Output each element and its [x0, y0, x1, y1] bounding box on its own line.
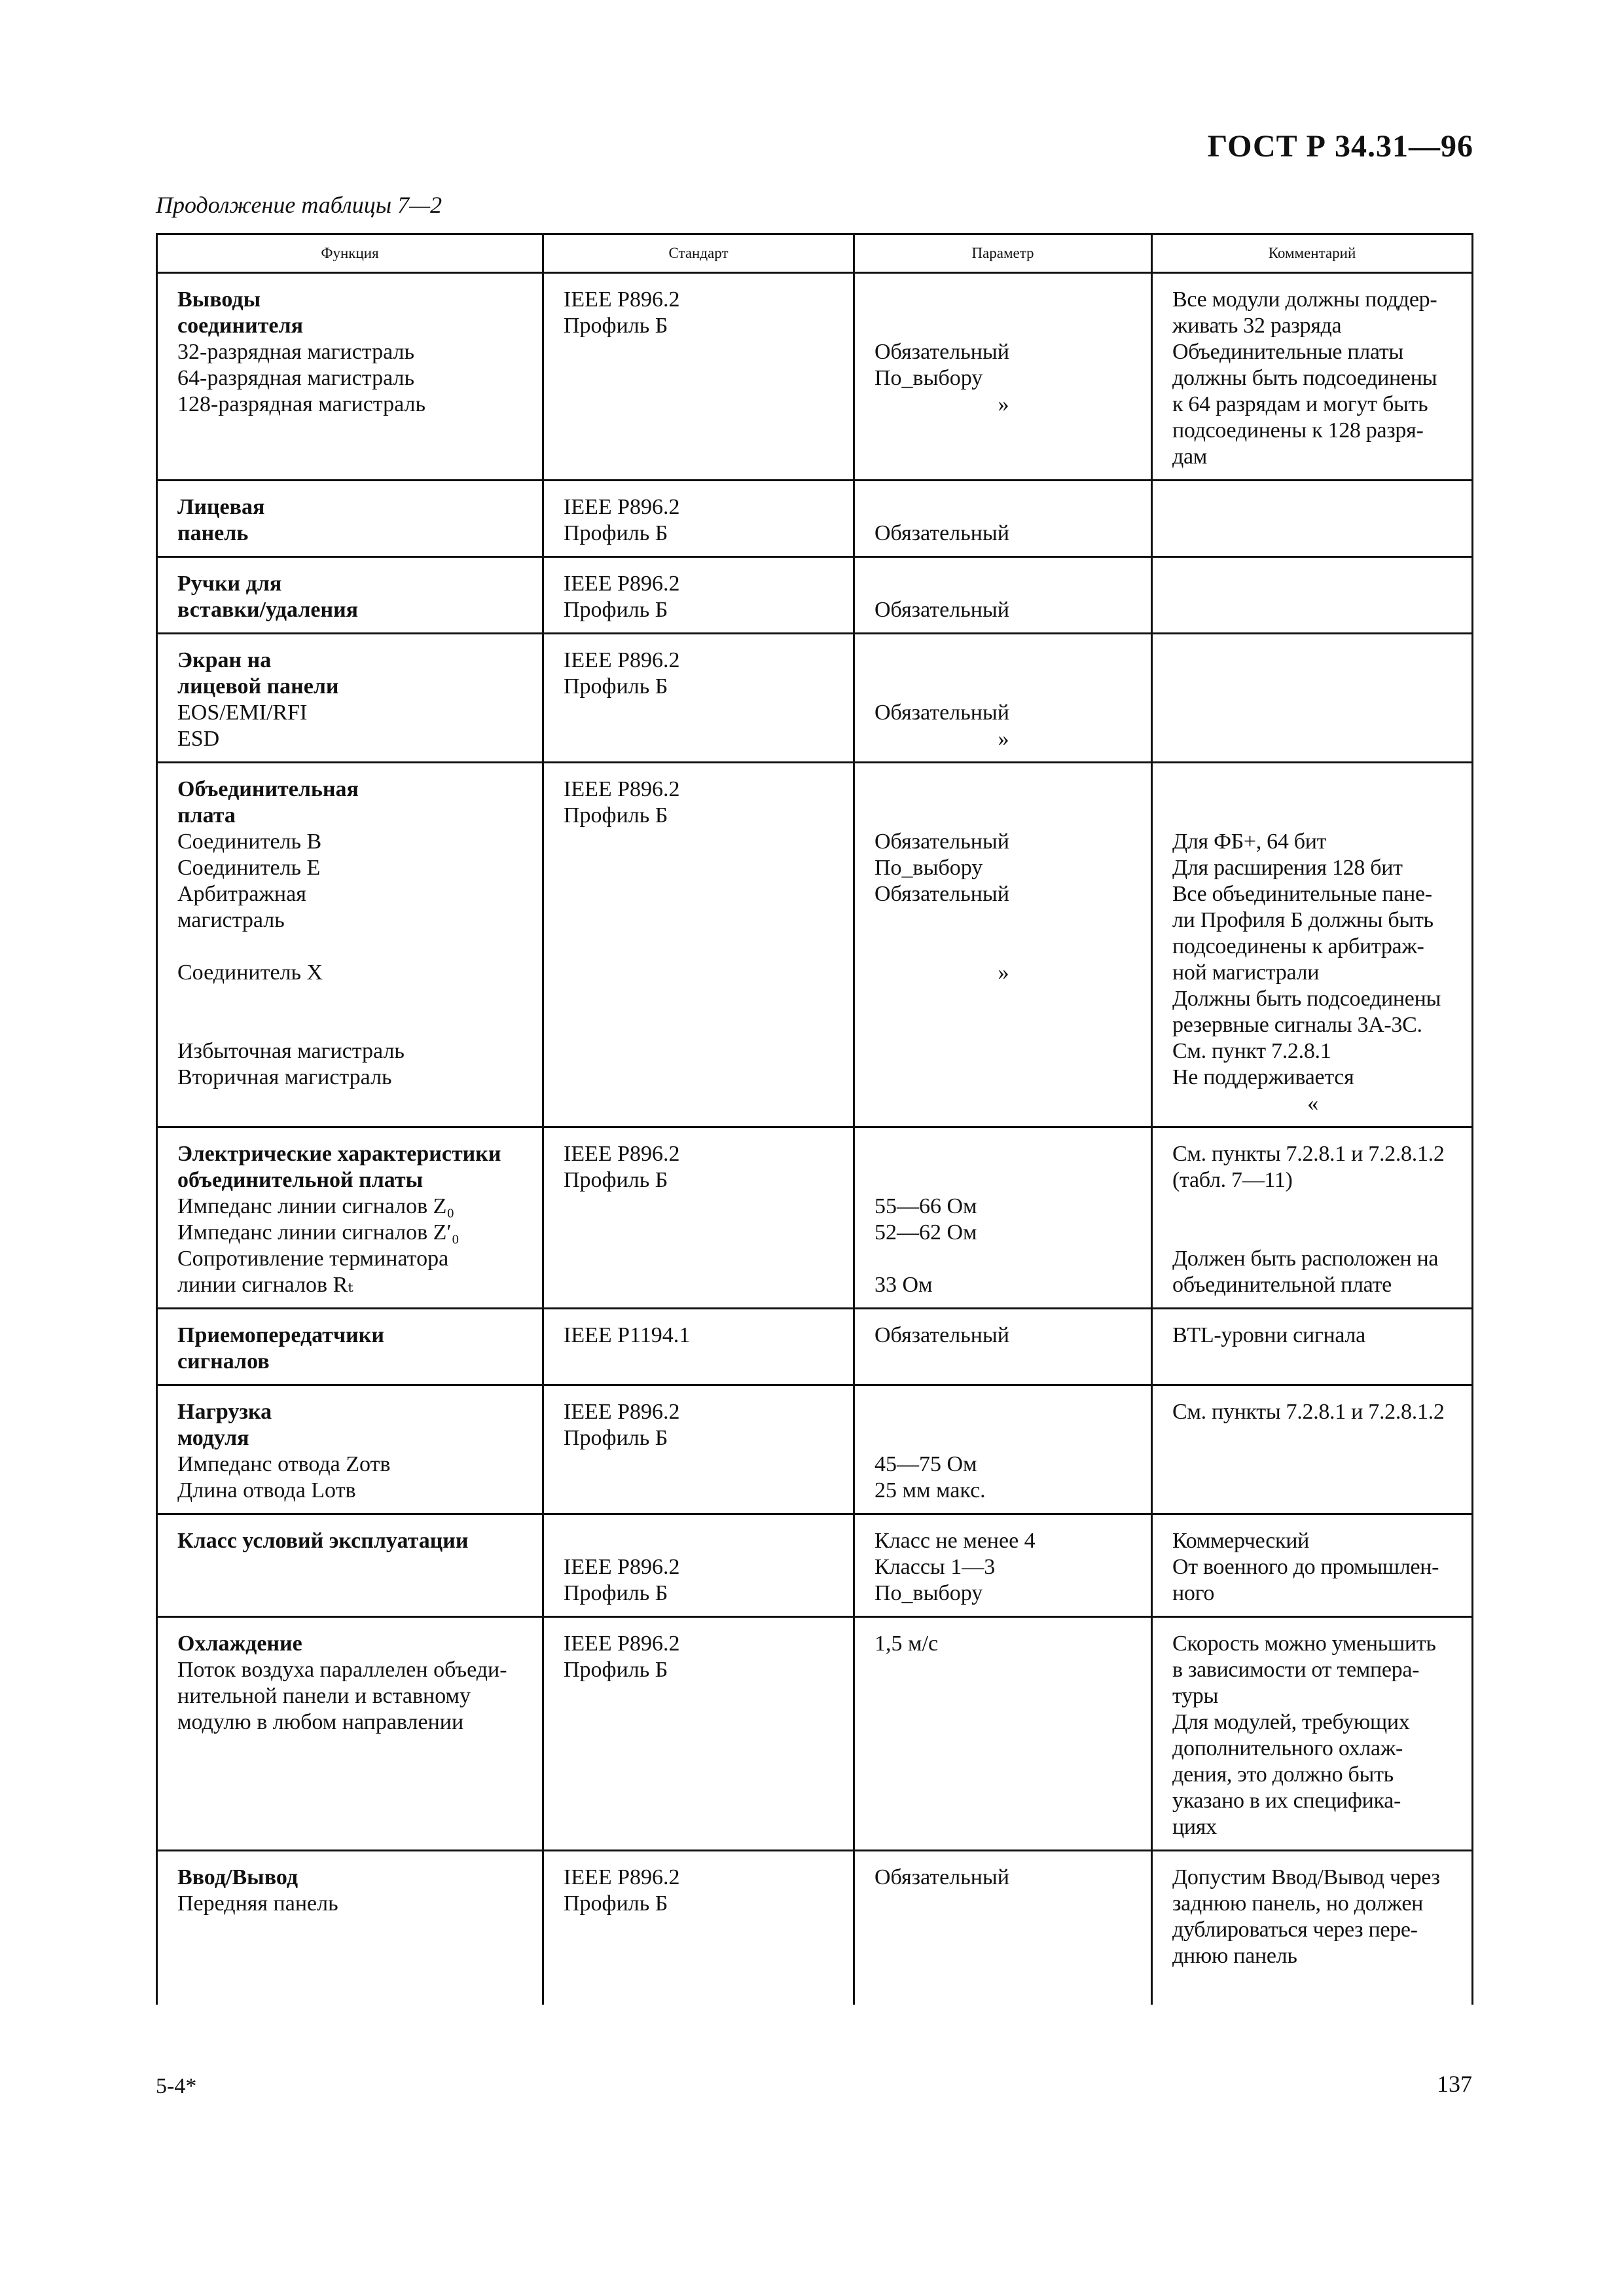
- document-code: ГОСТ Р 34.31—96: [1207, 129, 1473, 164]
- cell-text-line: IEEE P896.2: [564, 495, 680, 519]
- parameter-cell: [854, 557, 1152, 634]
- table-header-row: [157, 234, 1473, 273]
- cell-text-line: [875, 647, 1132, 674]
- cell-text-line: Сопротивление терминатора: [177, 1247, 449, 1271]
- cell-text-line: IEEE P896.2: [564, 1400, 680, 1424]
- parameter-cell: [854, 1385, 1152, 1514]
- cell-text-line: модулю в любом направлении: [177, 1710, 464, 1734]
- cell-text-line: [875, 1141, 1132, 1167]
- cell-text-line: 25 мм макс.: [875, 1478, 986, 1503]
- comment-cell: [1152, 273, 1473, 481]
- cell-text-line: 1,5 м/с: [875, 1631, 939, 1656]
- parameter-cell: [854, 1309, 1152, 1385]
- column-header-parameter: Параметр: [854, 234, 1152, 273]
- cell-text-line: [177, 1012, 524, 1038]
- table-row: [157, 557, 1473, 634]
- cell-text-line: IEEE P1194.1: [564, 1323, 691, 1347]
- table-row: [157, 763, 1473, 1127]
- cell-text-line: Вторичная магистраль: [177, 1065, 392, 1089]
- cell-text-line: Длина отвода Lотв: [177, 1478, 356, 1503]
- function-cell: [157, 273, 543, 481]
- cell-text-line: [875, 776, 1132, 803]
- cell-text-line: ной магистрали: [1172, 960, 1320, 985]
- cell-text-line: туры: [1172, 1684, 1219, 1708]
- cell-text-line: живать 32 разряда: [1172, 314, 1342, 338]
- cell-text-line: IEEE P896.2: [564, 777, 680, 801]
- table-row: [157, 1385, 1473, 1514]
- cell-text-line: Обязательный: [875, 701, 1009, 725]
- page-number: 137: [1437, 2071, 1472, 2097]
- cell-text-line: Профиль Б: [564, 1168, 668, 1192]
- cell-text-line: указано в их специфика-: [1172, 1789, 1401, 1813]
- cell-text-line: Обязательный: [875, 340, 1009, 364]
- cell-text-line: [1172, 776, 1453, 803]
- cell-text-line: Соединитель В: [177, 829, 322, 854]
- function-cell: [157, 1617, 543, 1851]
- function-cell: [157, 1851, 543, 2005]
- standard-cell: [543, 557, 854, 634]
- function-cell: [157, 557, 543, 634]
- cell-text-line: [875, 571, 1132, 597]
- cell-text-line: Обязательный: [875, 882, 1009, 906]
- cell-text-line: заднюю панель, но должен: [1172, 1891, 1424, 1916]
- standard-cell: [543, 1385, 854, 1514]
- cell-text-line: резервные сигналы 3А-3С.: [1172, 1013, 1422, 1037]
- cell-text-line: Соединитель Е: [177, 856, 321, 880]
- cell-text-line: Арбитражная: [177, 882, 306, 906]
- cell-text-line: 55—66 Ом: [875, 1194, 977, 1218]
- cell-text-line: дения, это должно быть: [1172, 1762, 1394, 1787]
- cell-text-line: [875, 1399, 1132, 1425]
- cell-text-line: 64-разрядная магистраль: [177, 366, 414, 390]
- comment-cell: [1152, 1127, 1473, 1309]
- cell-text-line: ли Профиля Б должны быть: [1172, 908, 1434, 932]
- standard-cell: [543, 1617, 854, 1851]
- cell-text-line: Объединительная: [177, 777, 359, 801]
- cell-text-line: сигналов: [177, 1349, 270, 1374]
- parameter-cell: [854, 1127, 1152, 1309]
- cell-text-line: Поток воздуха параллелен объеди-: [177, 1658, 507, 1682]
- table-row: [157, 1127, 1473, 1309]
- cell-text-line: «: [1307, 1091, 1318, 1116]
- standard-cell: [543, 1309, 854, 1385]
- cell-text-line: Обязательный: [875, 1323, 1009, 1347]
- comment-cell: [1152, 1385, 1473, 1514]
- cell-text-line: ESD: [177, 727, 220, 751]
- cell-text-line: [177, 934, 524, 960]
- parameter-cell: [854, 1617, 1152, 1851]
- cell-text-line: BTL-уровни сигнала: [1172, 1323, 1365, 1347]
- cell-text-line: 32-разрядная магистраль: [177, 340, 414, 364]
- cell-text-line: объединительной плате: [1172, 1273, 1392, 1297]
- cell-text-line: IEEE P896.2: [564, 1142, 680, 1166]
- cell-text-line: Импеданс линии сигналов Z′₀: [177, 1220, 460, 1245]
- cell-text-line: дополнительного охлаж-: [1172, 1736, 1403, 1760]
- cell-text-line: магистраль: [177, 908, 285, 932]
- cell-text-line: циях: [1172, 1815, 1217, 1839]
- cell-text-line: [1172, 803, 1453, 829]
- cell-text-line: IEEE P896.2: [564, 287, 680, 312]
- cell-text-line: Коммерческий: [1172, 1529, 1310, 1553]
- function-cell: [157, 481, 543, 557]
- cell-text-line: См. пункты 7.2.8.1 и 7.2.8.1.2: [1172, 1400, 1445, 1424]
- cell-text-line: IEEE P896.2: [564, 1865, 680, 1889]
- cell-text-line: [177, 418, 524, 444]
- cell-text-line: подсоединены к 128 разря-: [1172, 418, 1424, 443]
- cell-text-line: Избыточная магистраль: [177, 1039, 405, 1063]
- function-cell: [157, 1385, 543, 1514]
- cell-text-line: Все модули должны поддер-: [1172, 287, 1437, 312]
- cell-text-line: линии сигналов Rₜ: [177, 1273, 353, 1297]
- table-row: [157, 1617, 1473, 1851]
- cell-text-line: дублироваться через пере-: [1172, 1918, 1418, 1942]
- cell-text-line: По_выбору: [875, 856, 983, 880]
- cell-text-line: [564, 1528, 835, 1554]
- cell-text-line: 33 Ом: [875, 1273, 933, 1297]
- cell-text-line: Для ФБ+, 64 бит: [1172, 829, 1327, 854]
- cell-text-line: Обязательный: [875, 521, 1009, 545]
- cell-text-line: Класс не менее 4: [875, 1529, 1036, 1553]
- footer-sheet-mark: 5-4*: [156, 2074, 197, 2098]
- cell-text-line: к 64 разрядам и могут быть: [1172, 392, 1428, 416]
- cell-text-line: Профиль Б: [564, 1426, 668, 1450]
- cell-text-line: Допустим Ввод/Вывод через: [1172, 1865, 1440, 1889]
- cell-text-line: Профиль Б: [564, 314, 668, 338]
- column-header-standard: Стандарт: [543, 234, 854, 273]
- cell-text-line: IEEE P896.2: [564, 1631, 680, 1656]
- cell-text-line: Для расширения 128 бит: [1172, 856, 1403, 880]
- cell-text-line: IEEE P896.2: [564, 648, 680, 672]
- standard-cell: [543, 273, 854, 481]
- function-cell: [157, 1514, 543, 1617]
- cell-text-line: [875, 674, 1132, 700]
- cell-text-line: [177, 444, 524, 470]
- cell-text-line: Профиль Б: [564, 1891, 668, 1916]
- comment-cell: [1152, 481, 1473, 557]
- cell-text-line: Профиль Б: [564, 803, 668, 828]
- cell-text-line: [1172, 1220, 1453, 1246]
- cell-text-line: Для модулей, требующих: [1172, 1710, 1410, 1734]
- cell-text-line: Класс условий эксплуатации: [177, 1529, 469, 1553]
- cell-text-line: Обязательный: [875, 1865, 1009, 1889]
- cell-text-line: [875, 1425, 1132, 1451]
- cell-text-line: »: [998, 960, 1009, 985]
- cell-text-line: IEEE P896.2: [564, 572, 680, 596]
- cell-text-line: (табл. 7—11): [1172, 1168, 1293, 1192]
- cell-text-line: Профиль Б: [564, 598, 668, 622]
- cell-text-line: [875, 1167, 1132, 1194]
- cell-text-line: лицевой панели: [177, 674, 339, 699]
- cell-text-line: Обязательный: [875, 598, 1009, 622]
- cell-text-line: »: [998, 392, 1009, 416]
- parameter-cell: [854, 481, 1152, 557]
- specification-table: [156, 233, 1473, 2005]
- cell-text-line: Нагрузка: [177, 1400, 272, 1424]
- cell-text-line: [875, 907, 1132, 934]
- parameter-cell: [854, 1851, 1152, 2005]
- cell-text-line: »: [998, 727, 1009, 751]
- cell-text-line: Импеданс линии сигналов Z₀: [177, 1194, 455, 1218]
- standard-cell: [543, 634, 854, 763]
- cell-text-line: Обязательный: [875, 829, 1009, 854]
- cell-text-line: модуля: [177, 1426, 249, 1450]
- cell-text-line: днюю панель: [1172, 1944, 1297, 1968]
- comment-cell: [1152, 1851, 1473, 2005]
- comment-cell: [1152, 1309, 1473, 1385]
- cell-text-line: Все объединительные пане-: [1172, 882, 1432, 906]
- cell-text-line: нительной панели и вставному: [177, 1684, 471, 1708]
- cell-text-line: Должен быть расположен на: [1172, 1247, 1439, 1271]
- cell-text-line: [875, 313, 1132, 339]
- cell-text-line: Охлаждение: [177, 1631, 302, 1656]
- cell-text-line: объединительной платы: [177, 1168, 424, 1192]
- parameter-cell: [854, 763, 1152, 1127]
- cell-text-line: IEEE P896.2: [564, 1555, 680, 1579]
- cell-text-line: Скорость можно уменьшить: [1172, 1631, 1436, 1656]
- comment-cell: [1152, 634, 1473, 763]
- column-header-comment: Комментарий: [1152, 234, 1473, 273]
- table-body: [157, 273, 1473, 2005]
- cell-text-line: должны быть подсоединены: [1172, 366, 1437, 390]
- comment-cell: [1152, 557, 1473, 634]
- cell-text-line: От военного до промышлен-: [1172, 1555, 1439, 1579]
- cell-text-line: Экран на: [177, 648, 272, 672]
- table-row: [157, 1851, 1473, 2005]
- cell-text-line: Импеданс отвода Zотв: [177, 1452, 391, 1476]
- cell-text-line: в зависимости от темпера-: [1172, 1658, 1420, 1682]
- cell-text-line: [875, 494, 1132, 520]
- column-header-function: Функция: [157, 234, 543, 273]
- cell-text-line: [1172, 1969, 1453, 1995]
- function-cell: [157, 1127, 543, 1309]
- table-row: [157, 1514, 1473, 1617]
- cell-text-line: См. пункт 7.2.8.1: [1172, 1039, 1331, 1063]
- cell-text-line: [875, 934, 1132, 960]
- table-row: [157, 481, 1473, 557]
- cell-text-line: Ввод/Вывод: [177, 1865, 298, 1889]
- cell-text-line: ного: [1172, 1581, 1215, 1605]
- comment-cell: [1152, 1514, 1473, 1617]
- cell-text-line: дам: [1172, 445, 1208, 469]
- standard-cell: [543, 763, 854, 1127]
- cell-text-line: Классы 1—3: [875, 1555, 996, 1579]
- standard-cell: [543, 1127, 854, 1309]
- cell-text-line: По_выбору: [875, 366, 983, 390]
- cell-text-line: Профиль Б: [564, 674, 668, 699]
- comment-cell: [1152, 1617, 1473, 1851]
- cell-text-line: Электрические характеристики: [177, 1142, 501, 1166]
- cell-text-line: Профиль Б: [564, 521, 668, 545]
- cell-text-line: панель: [177, 521, 249, 545]
- cell-text-line: EOS/EMI/RFI: [177, 701, 308, 725]
- table-row: [157, 634, 1473, 763]
- cell-text-line: соединителя: [177, 314, 303, 338]
- cell-text-line: [875, 1246, 1132, 1272]
- cell-text-line: Передняя панель: [177, 1891, 338, 1916]
- cell-text-line: Должны быть подсоединены: [1172, 987, 1441, 1011]
- function-cell: [157, 763, 543, 1127]
- cell-text-line: [875, 803, 1132, 829]
- cell-text-line: [1172, 1194, 1453, 1220]
- table-row: [157, 273, 1473, 481]
- cell-text-line: [875, 287, 1132, 313]
- cell-text-line: Приемопередатчики: [177, 1323, 384, 1347]
- cell-text-line: См. пункты 7.2.8.1 и 7.2.8.1.2: [1172, 1142, 1445, 1166]
- function-cell: [157, 634, 543, 763]
- cell-text-line: Ручки для: [177, 572, 282, 596]
- cell-text-line: Профиль Б: [564, 1658, 668, 1682]
- standard-cell: [543, 481, 854, 557]
- parameter-cell: [854, 634, 1152, 763]
- cell-text-line: Выводы: [177, 287, 261, 312]
- cell-text-line: 52—62 Ом: [875, 1220, 977, 1245]
- function-cell: [157, 1309, 543, 1385]
- cell-text-line: Не поддерживается: [1172, 1065, 1354, 1089]
- cell-text-line: По_выбору: [875, 1581, 983, 1605]
- cell-text-line: Профиль Б: [564, 1581, 668, 1605]
- parameter-cell: [854, 273, 1152, 481]
- cell-text-line: Лицевая: [177, 495, 265, 519]
- cell-text-line: вставки/удаления: [177, 598, 359, 622]
- cell-text-line: Соединитель Х: [177, 960, 323, 985]
- standard-cell: [543, 1851, 854, 2005]
- cell-text-line: [177, 986, 524, 1012]
- standard-cell: [543, 1514, 854, 1617]
- cell-text-line: плата: [177, 803, 236, 828]
- cell-text-line: 45—75 Ом: [875, 1452, 977, 1476]
- cell-text-line: подсоединены к арбитраж-: [1172, 934, 1424, 958]
- parameter-cell: [854, 1514, 1152, 1617]
- table-continuation-caption: Продолжение таблицы 7—2: [156, 192, 442, 218]
- comment-cell: [1152, 763, 1473, 1127]
- table-row: [157, 1309, 1473, 1385]
- cell-text-line: 128-разрядная магистраль: [177, 392, 425, 416]
- cell-text-line: Объединительные платы: [1172, 340, 1403, 364]
